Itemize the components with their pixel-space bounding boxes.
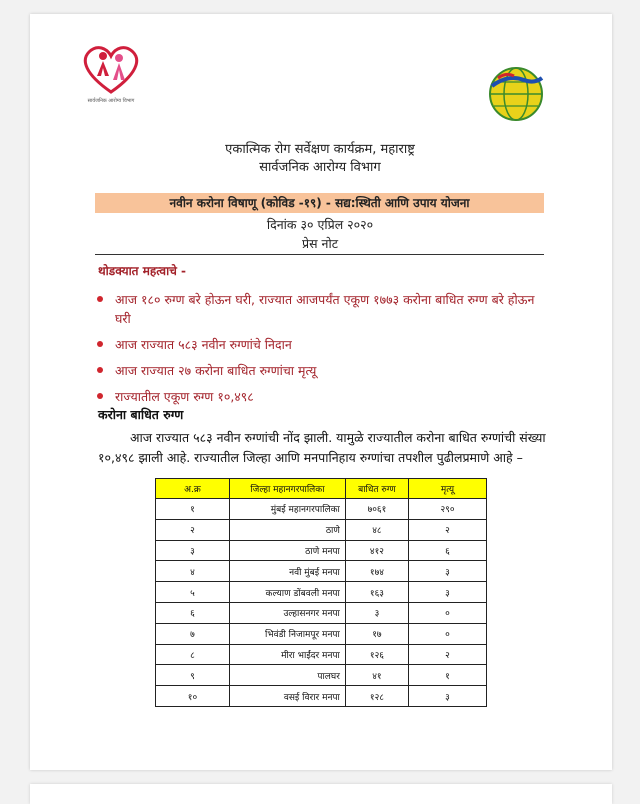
table-row: ५ कल्याण डोंबवली मनपा १६३ ३	[156, 582, 487, 603]
date-line: दिनांक ३० एप्रिल २०२०	[266, 217, 374, 232]
header-serial: अ.क्र	[156, 479, 230, 499]
press-note-label: प्रेस नोट	[301, 236, 338, 251]
table-row: १ मुंबई महानगरपालिका ७०६१ २९०	[156, 499, 487, 520]
highlight-item: आज १८० रुग्ण बरे होऊन घरी, राज्यात आजपर्यंत एकूण १७७३ करोना बाधित रुग्ण बरे होऊन घरी	[95, 290, 540, 328]
table-row: ४ नवी मुंबई मनपा १७४ ३	[156, 561, 487, 582]
table-row: ३ ठाणे मनपा ४१२ ६	[156, 540, 487, 561]
table-row: २ ठाणे ४८ २	[156, 519, 487, 540]
highlight-item: आज राज्यात २७ करोना बाधित रुग्णांचा मृत्यू	[95, 361, 540, 380]
logo-caption: सार्वजनिक आरोग्य विभाग	[87, 98, 135, 104]
cases-paragraph: आज राज्यात ५८३ नवीन रुग्णांची नोंद झाली. यामुळे राज्यातील करोना बाधित रुग्णांची संख्या १०,४९८ झाली आहे. राज्यातील जिल्हा आणि मनपानिहाय रुग्णांचा तपशील पुढीलप्रमाणे आहे –	[98, 430, 546, 465]
table-row: ८ मीरा भाईंदर मनपा १२६ २	[156, 644, 487, 665]
district-cases-table	[155, 478, 487, 707]
department-title: सार्वजनिक आरोग्य विभाग	[259, 160, 381, 175]
table-row: ९ पालघर ४१ १	[156, 665, 487, 686]
globe-logo	[488, 66, 544, 122]
cases-title: करोना बाधित रुग्ण	[98, 407, 184, 422]
highlight-item: आज राज्यात ५८३ नवीन रुग्णांचे निदान	[95, 335, 540, 354]
table-row: ७ भिवंडी निजामपूर मनपा १७ ०	[156, 623, 487, 644]
highlight-item: राज्यातील एकूण रुग्ण १०,४९८	[95, 387, 540, 406]
bullet-icon	[97, 296, 103, 302]
document-banner: नवीन करोना विषाणू (कोविड -१९) - सद्य:स्थिती आणि उपाय योजना	[95, 193, 544, 213]
divider	[95, 254, 544, 255]
header-cases: बाधित रुग्ण	[345, 479, 408, 499]
next-page-edge	[30, 784, 612, 804]
table-header-row	[156, 479, 487, 499]
program-title: एकात्मिक रोग सर्वेक्षण कार्यक्रम, महाराष्ट्र	[225, 142, 415, 157]
bullet-icon	[97, 393, 103, 399]
bullet-icon	[97, 341, 103, 347]
bullet-icon	[97, 367, 103, 373]
header-deaths: मृत्यू	[408, 479, 486, 499]
header-district: जिल्हा महानगरपालिका	[229, 479, 345, 499]
highlights-title: थोडक्यात महत्वाचे -	[98, 264, 186, 278]
table-row: ६ उल्हासनगर मनपा ३ ०	[156, 602, 487, 623]
table-row: १० वसई विरार मनपा १२८ ३	[156, 686, 487, 707]
health-department-logo	[75, 40, 147, 112]
highlights-list	[95, 290, 540, 413]
